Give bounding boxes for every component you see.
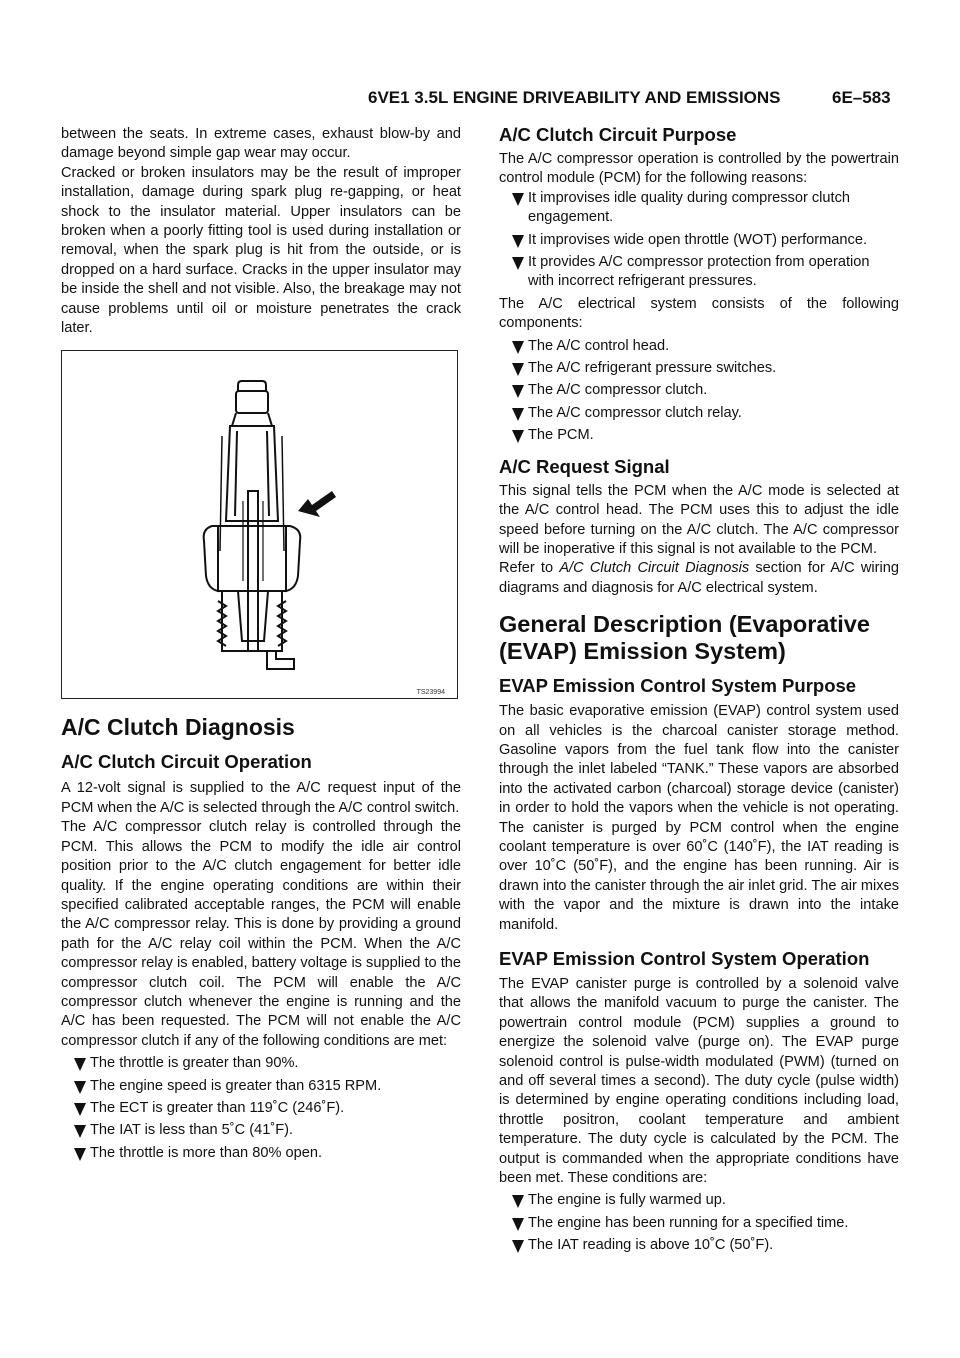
bullet-icon <box>74 1125 86 1138</box>
spark-plug-illustration <box>62 351 457 698</box>
paragraph: A 12-volt signal is supplied to the A/C request input of the PCM when the A/C is selected through the A/C control switch. <box>61 780 461 816</box>
paragraph: Refer to A/C Clutch Circuit Diagnosis section for A/C wiring diagrams and diagnosis for A/C electrical system. <box>499 560 899 596</box>
subsection-heading: A/C Clutch Circuit Purpose <box>499 124 737 145</box>
paragraph: The A/C compressor operation is controlled by the powertrain control module (PCM) for the following reasons: <box>499 151 899 187</box>
subsection-heading: EVAP Emission Control System Operation <box>499 948 870 969</box>
page-number: 6E–583 <box>832 88 891 107</box>
list-item: It improvises idle quality during compressor clutch engagement. <box>499 189 899 228</box>
list-item: The throttle is greater than 90%. <box>61 1054 461 1073</box>
bullet-icon <box>512 1218 524 1231</box>
bullet-icon <box>74 1058 86 1071</box>
list-item: The A/C compressor clutch. <box>499 381 899 400</box>
list-item: It improvises wide open throttle (WOT) performance. <box>499 231 899 250</box>
bullet-icon <box>512 341 524 354</box>
list-item: The throttle is more than 80% open. <box>61 1144 461 1163</box>
reason-list <box>499 189 899 292</box>
list-item: The ECT is greater than 119˚C (246˚F). <box>61 1099 461 1118</box>
paragraph: The A/C compressor clutch relay is controlled through the PCM. This allows the PCM to modify the idle air control position prior to the A/C clutch engagement for better idle quality. If the engine operating conditions are within their specified calibrated acceptable ranges, the PCM will enable the A/C compressor relay. This is done by providing a ground path for the A/C relay coil within the PCM. When the A/C compressor relay is enabled, battery voltage is supplied to the compressor clutch coil. The PCM will enable the A/C compressor clutch whenever the engine is running and the A/C has been requested. The PCM will not enable the A/C compressor clutch if any of the following conditions are met: <box>61 819 461 1049</box>
condition-list <box>499 1191 899 1255</box>
list-item: The IAT is less than 5˚C (41˚F). <box>61 1121 461 1140</box>
list-item: The engine is fully warmed up. <box>499 1191 899 1210</box>
paragraph: This signal tells the PCM when the A/C mode is selected at the A/C control head. The PCM uses this to adjust the idle speed before turning on the A/C clutch. The A/C compressor will be inoperative if this signal is not available to the PCM. <box>499 482 899 557</box>
paragraph: The basic evaporative emission (EVAP) control system used on all vehicles is the charcoal canister storage method. Gasoline vapors from the fuel tank flow into the canister through the inlet labeled “TANK.” These vapors are absorbed into the activated carbon (charcoal) storage device (canister) in order to hold the vapors when the vehicle is not operating. The canister is purged by PCM control when the engine coolant temperature is over 60˚C (140˚F), the IAT reading is over 10˚C (50˚F), and the engine has been running. Air is drawn into the canister through the air inlet grid. The air mixes with the vapor and the mixture is drawn into the intake manifold. <box>499 703 899 933</box>
list-item: The engine speed is greater than 6315 RPM. <box>61 1077 461 1096</box>
bullet-icon <box>512 1195 524 1208</box>
spark-plug-figure <box>61 350 458 699</box>
bullet-icon <box>512 1240 524 1253</box>
bullet-icon <box>512 363 524 376</box>
list-item: The A/C refrigerant pressure switches. <box>499 359 899 378</box>
list-item: The A/C control head. <box>499 337 899 356</box>
bullet-icon <box>74 1148 86 1161</box>
bullet-icon <box>512 408 524 421</box>
bullet-icon <box>512 430 524 443</box>
subsection-heading: A/C Clutch Circuit Operation <box>61 751 312 773</box>
condition-list <box>61 1054 461 1163</box>
bullet-icon <box>74 1081 86 1094</box>
left-column <box>61 125 461 1166</box>
list-item: The engine has been running for a specified time. <box>499 1214 899 1233</box>
paragraph: between the seats. In extreme cases, exhaust blow-by and damage beyond simple gap wear may occur. <box>61 126 461 162</box>
page-header <box>0 88 960 112</box>
paragraph: Cracked or broken insulators may be the result of improper installation, damage during spark plug re-gapping, or heat shock to the insulator material. Upper insulators can be broken when a poorly fitting tool is used during installation or removal, when the spark plug is hit from the outside, or is dropped on a hard surface. Cracks in the upper insulator may be inside the shell and not visible. Also, the breakage may not cause problems until oil or moisture penetrates the crack later. <box>61 164 461 337</box>
figure-caption: TS23994 <box>416 689 445 697</box>
list-item: It provides A/C compressor protection from operation with incorrect refrigerant pressures. <box>499 253 899 292</box>
paragraph: The A/C electrical system consists of the following components: <box>499 295 899 332</box>
bullet-icon <box>512 193 524 206</box>
bullet-icon <box>512 257 524 270</box>
list-item: The A/C compressor clutch relay. <box>499 404 899 423</box>
header-title: 6VE1 3.5L ENGINE DRIVEABILITY AND EMISSIONS <box>368 88 781 107</box>
bullet-icon <box>512 385 524 398</box>
right-column <box>499 124 899 1259</box>
paragraph: The EVAP canister purge is controlled by a solenoid valve that allows the manifold vacuum to purge the canister. The powertrain control module (PCM) supplies a ground to energize the solenoid valve (purge on). The EVAP purge solenoid control is pulse-width modulated (PWM) (turned on and off several times a second). The duty cycle (pulse width) is determined by engine operating conditions including load, throttle positron, coolant temperature and ambient temperature. The duty cycle is calculated by the PCM. The output is commanded when the appropriate conditions have been met. These conditions are: <box>499 976 899 1187</box>
list-item: The PCM. <box>499 426 899 445</box>
subsection-heading: A/C Request Signal <box>499 455 670 477</box>
component-list <box>499 337 899 446</box>
list-item: The IAT reading is above 10˚C (50˚F). <box>499 1236 899 1255</box>
section-heading: A/C Clutch Diagnosis <box>61 714 295 741</box>
bullet-icon <box>512 235 524 248</box>
section-heading: General Description (Evaporative (EVAP) Emission System) <box>499 611 870 665</box>
bullet-icon <box>74 1103 86 1116</box>
cross-reference: A/C Clutch Circuit Diagnosis <box>559 560 750 577</box>
subsection-heading: EVAP Emission Control System Purpose <box>499 675 857 697</box>
